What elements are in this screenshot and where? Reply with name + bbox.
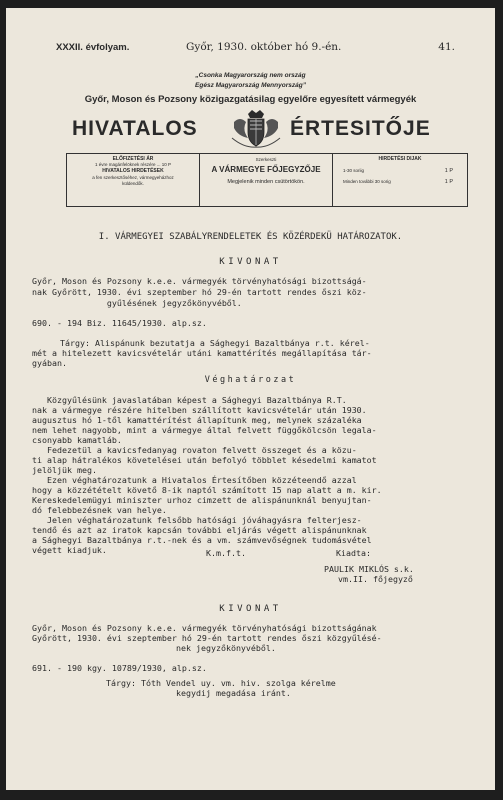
- publisher-column: Szerkeszti A VÁRMEGYE FŐJEGYZŐJE Megjelenik minden csütörtökön.: [200, 154, 333, 206]
- masthead: [6, 8, 495, 186]
- intro-line-2: nak Győrött, 1930. évi szeptember hó 29-én tartott rendes őszi köz-: [32, 287, 367, 297]
- coat-of-arms-icon: [226, 108, 286, 148]
- extract-heading-1: KIVONAT: [219, 257, 282, 267]
- resolution-line-3: augusztus hó 1-től kamattérítést állapítunk meg, melynek százaléka: [32, 415, 362, 425]
- intro-line-1: Győr, Moson és Pozsony k.e.e. vármegyék törvényhatósági bizottságá-: [32, 276, 367, 286]
- resolution-line-1: Közgyűlésünk javaslatában képest a Sághegyi Bazaltbánya R.T.: [32, 395, 347, 405]
- section-heading: I. VÁRMEGYEI SZABÁLYRENDELETEK ÉS KÖZÉRDEKÜ HATÁROZATOK.: [98, 232, 403, 242]
- motto-line-1: „Csonka Magyarország nem ország: [195, 72, 306, 79]
- subject2-line-2: kegydij megadása iránt.: [176, 688, 291, 698]
- issued-by-label: Kiadta:: [336, 548, 371, 558]
- volume-label: XXXII. évfolyam.: [56, 42, 130, 53]
- subscription-column: ELŐFIZETÉSI ÁR 1 évre magánfelöknek részére ... 10 P HIVATALOS HIRDETÉSEK a fen szerkesztőséhez, vármegyeházhoz küldendők.: [67, 154, 200, 206]
- resolution-heading: Véghatározat: [204, 375, 297, 385]
- info-box: [66, 153, 468, 207]
- resolution-line-15: a Sághegyi Bazaltbánya r.t.-nek és a vm. számvevőségnek tudomásvétel: [32, 535, 372, 545]
- resolution-line-9: Ezen véghatározatunk a Hivatalos Értesítőben közzéteendő azzal: [32, 475, 357, 485]
- resolution-line-14: tendő és azt az iratok kapcsán további eljárás végett alispánunknak: [32, 525, 367, 535]
- subject-line-2: mét a hitelezett kavicsvételár utáni kamattérítés megállapítása tár-: [32, 348, 372, 358]
- intro2-line-3: nek jegyzőkönyvéből.: [176, 643, 276, 653]
- issue-line: [56, 41, 455, 55]
- intro2-line-2: Győrött, 1930. évi szeptember hó 29-én tartott rendes őszi közgyűlésé-: [32, 633, 382, 643]
- case-number-1: 690. - 194 Biz. 11645/1930. alp.sz.: [32, 318, 207, 328]
- page-number: 41.: [438, 41, 455, 53]
- resolution-line-7: ti alap hátralékos követelései után befolyó többlet késedelmi kamatot: [32, 455, 377, 465]
- resolution-line-4: nem lehet nagyobb, mint a vármegye által felvett függőkölcsön legala-: [32, 425, 377, 435]
- publisher-subtitle: Győr, Moson és Pozsony közigazgatásilag egyelőre egyesített vármegyék: [84, 94, 417, 105]
- case-number-2: 691. - 190 kgy. 10789/1930, alp.sz.: [32, 663, 207, 673]
- resolution-line-6: Fedezetül a kavicsfedanyag rovaton felvett összeget és a közu-: [32, 445, 357, 455]
- resolution-line-8: jelöljük meg.: [32, 465, 97, 475]
- signoff-kmft: K.m.f.t.: [206, 548, 246, 558]
- resolution-line-11: Kereskedelemügyi miniszter urhoz cimzett de alispánunknál benyujtan-: [32, 495, 372, 505]
- subject-line-3: gyában.: [32, 358, 67, 368]
- issue-date: Győr, 1930. október hó 9.-én.: [186, 41, 342, 53]
- resolution-line-5: csonyabb kamatláb.: [32, 435, 122, 445]
- motto-line-2: Egész Magyarország Mennyország”: [195, 82, 306, 89]
- resolution-line-13: Jelen véghatározatunk felsőbb hatósági jóváhagyásra felterjesz-: [32, 515, 362, 525]
- intro-line-3: gyűlésének jegyzőkönyvéből.: [32, 298, 242, 308]
- signatory-name: PAULIK MIKLÓS s.k.: [324, 564, 414, 574]
- ad-price-column: HIRDETÉSI DIJAK 1-30 soriig 1 P Minden további 30 sorig 1 P: [343, 156, 453, 185]
- intro2-line-1: Győr, Moson és Pozsony k.e.e. vármegyék törvényhatósági bizottságának: [32, 623, 377, 633]
- resolution-line-12: dó felebbezésnek van helye.: [32, 505, 167, 515]
- resolution-line-2: nak a vármegye részére hitelben szállított kavicsvételár után 1930.: [32, 405, 367, 415]
- subject2-line-1: Tárgy: Tóth Vendel uy. vm. hiv. szolga kérelme: [106, 678, 336, 688]
- title-word-1: HIVATALOS: [72, 117, 198, 140]
- masthead-title: [72, 114, 442, 146]
- gazette-page: [6, 8, 495, 790]
- subject-line-1: Tárgy: Alispánunk bezutatja a Sághegyi Bazaltbánya r.t. kérel-: [60, 338, 370, 348]
- extract-heading-2: KIVONAT: [219, 604, 282, 614]
- title-word-2: ÉRTESITŐJE: [290, 117, 431, 140]
- signatory-title: vm.II. főjegyző: [338, 574, 413, 584]
- resolution-line-16: végett kiadjuk.: [32, 545, 107, 555]
- resolution-line-10: hogy a közzétételt követő 8-ik naptól számított 15 nap alatt a m. kir.: [32, 485, 382, 495]
